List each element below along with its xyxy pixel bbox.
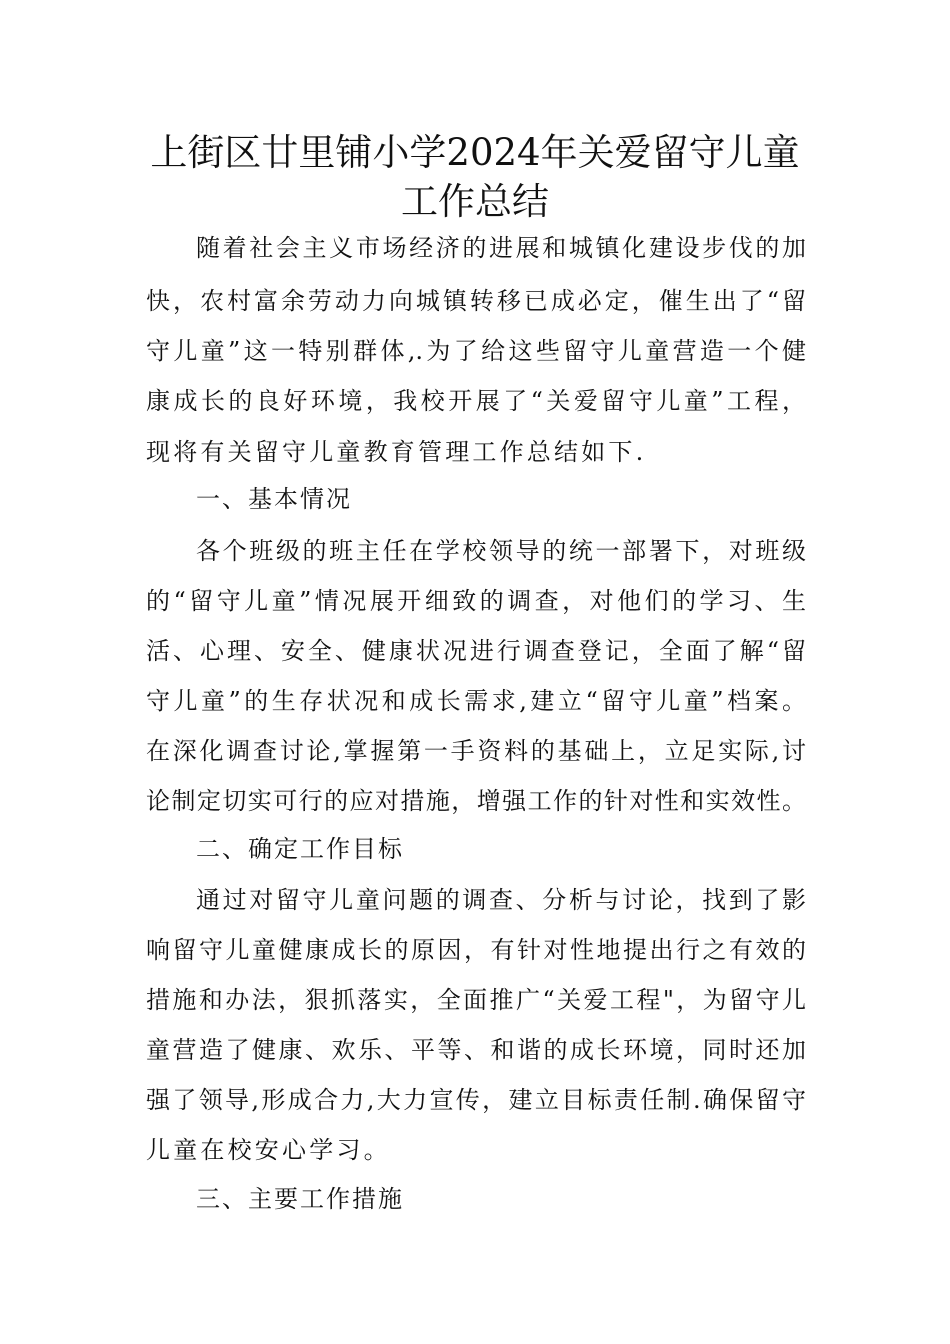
section-1-line-1: 各个班级的班主任在学校领导的统一部署下，对班级 xyxy=(196,537,806,565)
section-2-line-5: 强了领导,形成合力,大力宣传，建立目标责任制.确保留守 xyxy=(146,1086,806,1114)
section-1-line-5: 在深化调查讨论,掌握第一手资料的基础上，立足实际,讨 xyxy=(146,737,806,765)
section-1-line-6: 论制定切实可行的应对措施，增强工作的针对性和实效性。 xyxy=(146,787,806,815)
section-1-line-4: 守儿童”的生存状况和成长需求,建立“留守儿童”档案。 xyxy=(146,687,806,715)
document-title-line-1: 上街区廿里铺小学2024年关爱留守儿童 xyxy=(150,131,800,174)
section-2-line-1: 通过对留守儿童问题的调查、分析与讨论，找到了影 xyxy=(196,886,806,914)
section-2-line-4: 童营造了健康、欢乐、平等、和谐的成长环境，同时还加 xyxy=(146,1036,806,1064)
intro-line-3: 守儿童”这一特别群体,.为了给这些留守儿童营造一个健 xyxy=(146,337,806,365)
section-2-heading: 二、确定工作目标 xyxy=(196,835,404,863)
section-1-line-2: 的“留守儿童”情况展开细致的调查，对他们的学习、生 xyxy=(146,587,806,615)
intro-line-1: 随着社会主义市场经济的进展和城镇化建设步伐的加 xyxy=(196,234,806,262)
intro-line-2: 快，农村富余劳动力向城镇转移已成必定，催生出了“留 xyxy=(146,287,806,315)
section-3-heading: 三、主要工作措施 xyxy=(196,1185,404,1213)
section-2-line-3: 措施和办法，狠抓落实，全面推广“关爱工程"，为留守儿 xyxy=(146,986,806,1014)
intro-line-5: 现将有关留守儿童教育管理工作总结如下. xyxy=(146,438,647,466)
section-1-line-3: 活、心理、安全、健康状况进行调查登记，全面了解“留 xyxy=(146,637,806,665)
section-2-line-2: 响留守儿童健康成长的原因，有针对性地提出行之有效的 xyxy=(146,936,806,964)
section-1-heading: 一、基本情况 xyxy=(196,485,352,513)
intro-line-4: 康成长的良好环境，我校开展了“关爱留守儿童”工程， xyxy=(146,387,806,415)
document-title-line-2: 工作总结 xyxy=(401,180,549,223)
section-2-line-6: 儿童在校安心学习。 xyxy=(146,1136,391,1164)
